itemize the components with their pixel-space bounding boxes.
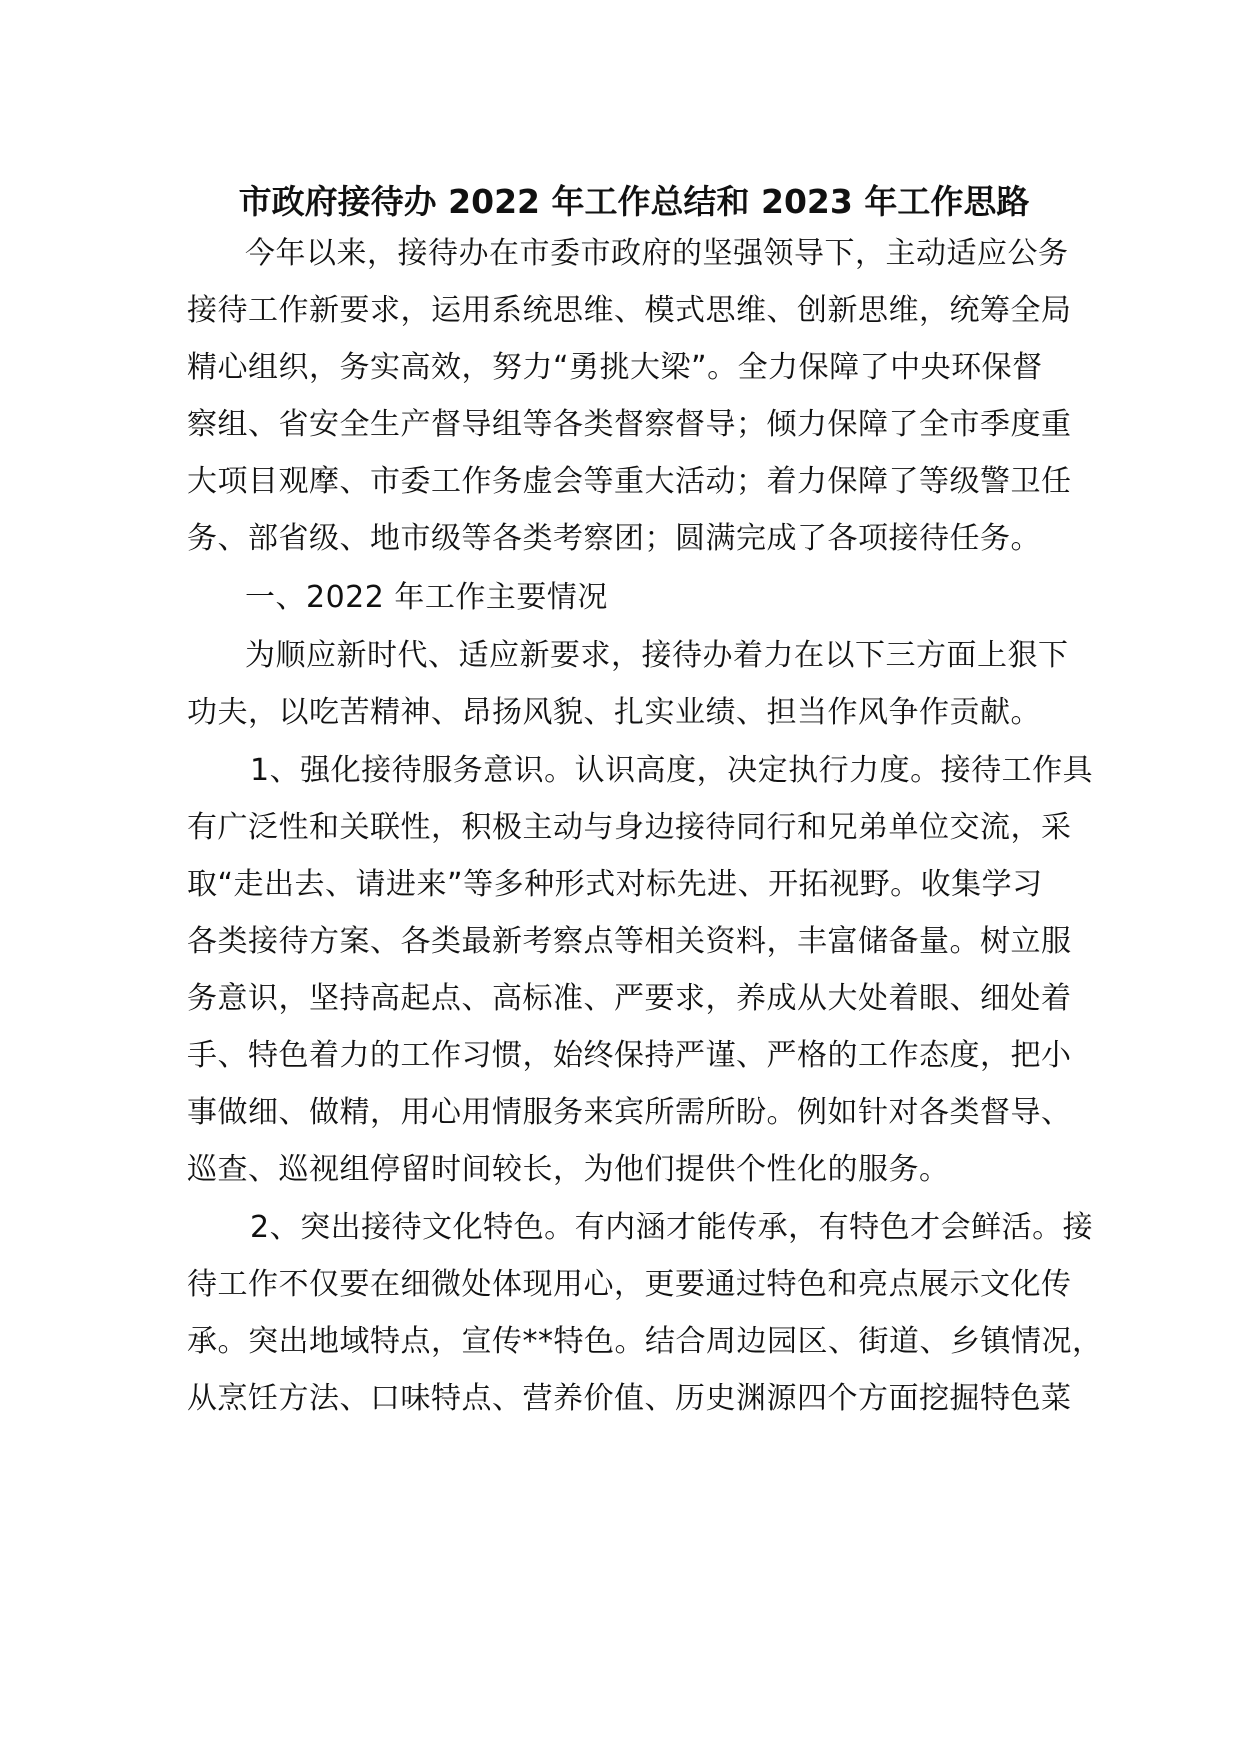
section-heading: 一、2022 年工作主要情况 bbox=[245, 580, 608, 615]
paragraph-line: 巡查、巡视组停留时间较长，为他们提供个性化的服务。 bbox=[187, 1152, 950, 1187]
paragraph-line: 事做细、做精，用心用情服务来宾所需所盼。例如针对各类督导、 bbox=[187, 1095, 1072, 1130]
paragraph-line: 大项目观摩、市委工作务虚会等重大活动；着力保障了等级警卫任 bbox=[187, 464, 1072, 499]
paragraph-line: 承。突出地域特点，宣传**特色。结合周边园区、街道、乡镇情况， bbox=[187, 1324, 1103, 1359]
paragraph-line: 功夫，以吃苦精神、昂扬风貌、扎实业绩、担当作风争作贡献。 bbox=[187, 695, 1041, 730]
paragraph-line: 务意识，坚持高起点、高标准、严要求，养成从大处着眼、细处着 bbox=[187, 981, 1072, 1016]
paragraph-line: 各类接待方案、各类最新考察点等相关资料，丰富储备量。树立服 bbox=[187, 924, 1072, 959]
paragraph-line: 今年以来，接待办在市委市政府的坚强领导下，主动适应公务 bbox=[245, 236, 1069, 271]
paragraph-line: 精心组织，务实高效，努力“勇挑大梁”。全力保障了中央环保督 bbox=[187, 350, 1043, 385]
paragraph-line: 取“走出去、请进来”等多种形式对标先进、开拓视野。收集学习 bbox=[187, 867, 1043, 902]
subsection-line: 2、突出接待文化特色。有内涵才能传承，有特色才会鲜活。接 bbox=[250, 1210, 1094, 1245]
paragraph-line: 从烹饪方法、口味特点、营养价值、历史渊源四个方面挖掘特色菜 bbox=[187, 1381, 1072, 1416]
paragraph-line: 接待工作新要求，运用系统思维、模式思维、创新思维，统筹全局 bbox=[187, 293, 1072, 328]
paragraph-line: 待工作不仅要在细微处体现用心，更要通过特色和亮点展示文化传 bbox=[187, 1267, 1072, 1302]
paragraph-line: 为顺应新时代、适应新要求，接待办着力在以下三方面上狠下 bbox=[245, 638, 1069, 673]
paragraph-line: 务、部省级、地市级等各类考察团；圆满完成了各项接待任务。 bbox=[187, 521, 1041, 556]
paragraph-line: 察组、省安全生产督导组等各类督察督导；倾力保障了全市季度重 bbox=[187, 407, 1072, 442]
document-title: 市政府接待办 2022 年工作总结和 2023 年工作思路 bbox=[238, 182, 1030, 221]
paragraph-line: 手、特色着力的工作习惯，始终保持严谨、严格的工作态度，把小 bbox=[187, 1038, 1072, 1073]
subsection-line: 1、强化接待服务意识。认识高度，决定执行力度。接待工作具 bbox=[250, 753, 1094, 788]
paragraph-line: 有广泛性和关联性，积极主动与身边接待同行和兄弟单位交流，采 bbox=[187, 810, 1072, 845]
